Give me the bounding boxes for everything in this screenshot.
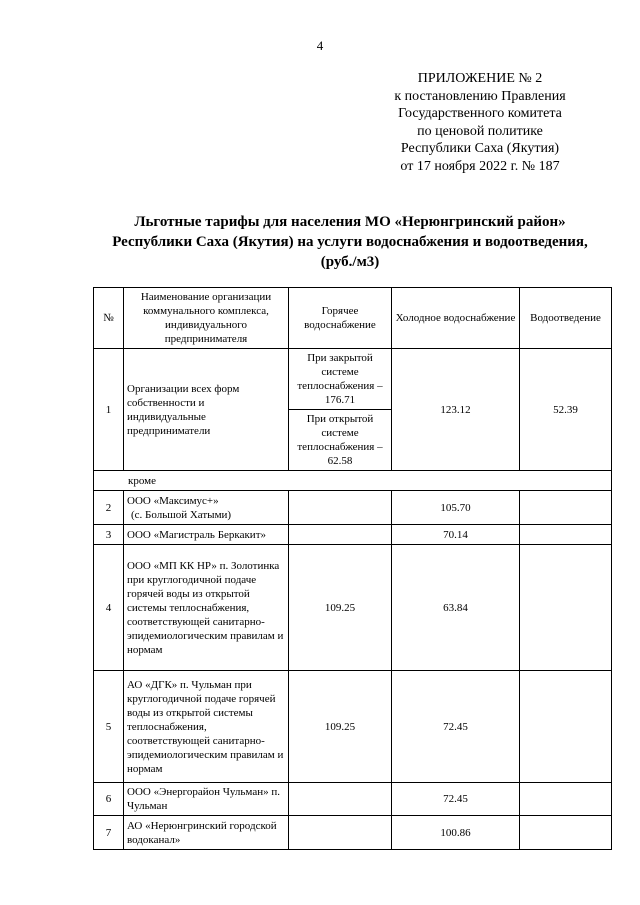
appendix-line: Государственного комитета: [398, 106, 562, 121]
table-row: [94, 525, 612, 545]
appendix-block: [370, 70, 590, 175]
row-org: АО «Нерюнгринский городской водоканал»: [124, 816, 289, 850]
header-hot: Горячее водоснабжение: [289, 288, 392, 349]
header-drain: Водоотведение: [520, 288, 612, 349]
org-line: ООО «Максимус+»: [127, 494, 219, 507]
row-drain: [520, 816, 612, 850]
row-cold: 70.14: [392, 525, 520, 545]
row-hot: 109.25: [289, 545, 392, 671]
tariff-table: [93, 287, 612, 850]
table-row: [94, 671, 612, 783]
row-num: 4: [94, 545, 124, 671]
org-line: (с. Большой Хатыми): [131, 508, 232, 521]
title-line: (руб./м3): [320, 254, 380, 270]
row-num: 3: [94, 525, 124, 545]
row-drain: [520, 545, 612, 671]
row-num: 6: [94, 783, 124, 816]
header-num: №: [94, 288, 124, 349]
header-cold: Холодное водоснабжение: [392, 288, 520, 349]
appendix-line: к постановлению Правления: [394, 88, 566, 104]
row-cold: 123.12: [392, 349, 520, 471]
header-org: Наименование организации коммунального комплекса, индивидуального предпринимателя: [124, 288, 289, 349]
row-hot-open: При открытой системе теплоснабжения – 62.58: [289, 410, 392, 471]
appendix-line: по ценовой политике: [417, 123, 543, 139]
row-org: Организации всех форм собственности и индивидуальные предприниматели: [124, 349, 289, 471]
row-cold: 105.70: [392, 491, 520, 525]
table-row: [94, 545, 612, 671]
row-cold: 72.45: [392, 783, 520, 816]
row-num: 2: [94, 491, 124, 525]
table-header-row: [94, 288, 612, 349]
row-org: [124, 491, 289, 525]
table-row: [94, 349, 612, 410]
row-num: 1: [94, 349, 124, 471]
appendix-line: Республики Саха (Якутия): [400, 141, 560, 156]
row-cold: 63.84: [392, 545, 520, 671]
row-hot: 109.25: [289, 671, 392, 783]
row-hot: [289, 525, 392, 545]
row-hot: [289, 816, 392, 850]
row-org: АО «ДГК» п. Чульман при круглогодичной подаче горячей воды из открытой системы теплоснабжения, соответствующей санитарно-эпидемиологическим правилам и нормам: [124, 671, 289, 783]
row-org: ООО «Энергорайон Чульман» п. Чульман: [124, 783, 289, 816]
row-drain: 52.39: [520, 349, 612, 471]
title-line: Льготные тарифы для населения МО «Нерюнгринский район»: [134, 214, 566, 230]
row-hot-closed: При закрытой системе теплоснабжения – 176.71: [289, 349, 392, 410]
row-cold: 72.45: [392, 671, 520, 783]
appendix-line: ПРИЛОЖЕНИЕ № 2: [417, 71, 543, 86]
row-hot: [289, 491, 392, 525]
row-drain: [520, 671, 612, 783]
title-line: Республики Саха (Якутия) на услуги водоснабжения и водоотведения,: [112, 234, 588, 250]
row-num: 5: [94, 671, 124, 783]
row-drain: [520, 525, 612, 545]
row-org: ООО «МП КК НР» п. Золотинка при круглогодичной подаче горячей воды из открытой системы теплоснабжения, соответствующей санитарно-эпидемиологическим правилам и нормам: [124, 545, 289, 671]
table-row: [94, 783, 612, 816]
row-hot: [289, 783, 392, 816]
row-cold: 100.86: [392, 816, 520, 850]
appendix-line: от 17 ноября 2022 г. № 187: [400, 158, 560, 174]
row-drain: [520, 783, 612, 816]
table-row: [94, 471, 612, 491]
table-row: [94, 491, 612, 525]
except-label: кроме: [94, 471, 612, 491]
document-title: [90, 212, 610, 272]
row-org: ООО «Магистраль Беркакит»: [124, 525, 289, 545]
row-drain: [520, 491, 612, 525]
table-row: [94, 816, 612, 850]
row-num: 7: [94, 816, 124, 850]
page-number: 4: [316, 38, 324, 53]
